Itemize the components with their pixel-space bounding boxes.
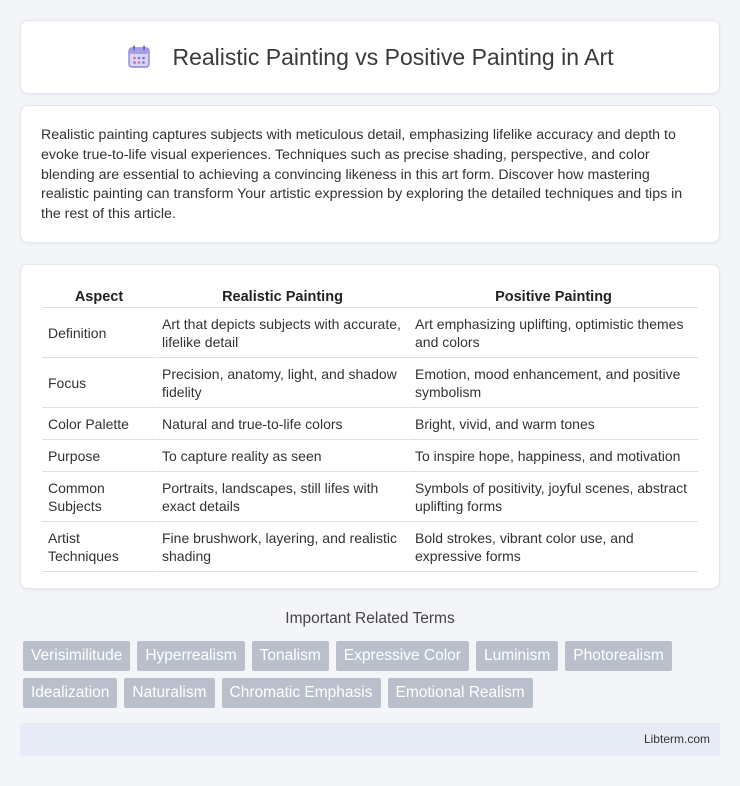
table-cell: Precision, anatomy, light, and shadow fidelity — [156, 358, 409, 408]
tag-naturalism[interactable]: Naturalism — [124, 678, 214, 708]
table-header-row — [42, 287, 698, 308]
tag-hyperrealism[interactable]: Hyperrealism — [137, 641, 244, 671]
table-cell: Bold strokes, vibrant color use, and expressive forms — [409, 522, 698, 572]
table-row — [42, 358, 698, 408]
table-cell: Fine brushwork, layering, and realistic shading — [156, 522, 409, 572]
comparison-card — [20, 264, 720, 589]
tag-chromatic-emphasis[interactable]: Chromatic Emphasis — [222, 678, 381, 708]
table-cell: Bright, vivid, and warm tones — [409, 408, 698, 440]
column-header-aspect: Aspect — [42, 287, 156, 308]
column-header-positive: Positive Painting — [409, 287, 698, 308]
table-row — [42, 522, 698, 572]
table-cell: To inspire hope, happiness, and motivation — [409, 440, 698, 472]
calendar-icon — [126, 44, 152, 70]
column-header-realistic: Realistic Painting — [156, 287, 409, 308]
table-row — [42, 308, 698, 358]
tag-tonalism[interactable]: Tonalism — [252, 641, 329, 671]
intro-paragraph: Realistic painting captures subjects with meticulous detail, emphasizing lifelike accuracy and depth to evoke true-to-life visual experiences. Techniques such as precise shading, perspective, and color blending are essential to achieving a convincing likeness in this art form. Discover how mastering realistic painting can transform Your artistic expression by exploring the detailed techniques and tips in the rest of this article. — [41, 127, 683, 223]
table-cell: To capture reality as seen — [156, 440, 409, 472]
intro-card — [20, 105, 720, 243]
title-card — [20, 20, 720, 94]
table-cell: Art that depicts subjects with accurate, lifelike detail — [156, 308, 409, 358]
table-cell: Art emphasizing uplifting, optimistic themes and colors — [409, 308, 698, 358]
related-terms-list — [23, 641, 723, 708]
table-row — [42, 440, 698, 472]
table-cell: Purpose — [42, 440, 156, 472]
table-cell: Focus — [42, 358, 156, 408]
comparison-table — [42, 287, 698, 572]
table-cell: Color Palette — [42, 408, 156, 440]
table-cell: Natural and true-to-life colors — [156, 408, 409, 440]
related-terms-heading: Important Related Terms — [285, 610, 455, 627]
tag-expressive-color[interactable]: Expressive Color — [336, 641, 469, 671]
footer — [20, 723, 720, 756]
table-cell: Symbols of positivity, joyful scenes, abstract uplifting forms — [409, 472, 698, 522]
table-cell: Portraits, landscapes, still lifes with exact details — [156, 472, 409, 522]
tag-idealization[interactable]: Idealization — [23, 678, 117, 708]
footer-site-link[interactable]: Libterm.com — [643, 732, 710, 746]
tag-luminism[interactable]: Luminism — [476, 641, 558, 671]
table-row — [42, 472, 698, 522]
page-title: Realistic Painting vs Positive Painting in Art — [172, 43, 614, 70]
table-cell: Emotion, mood enhancement, and positive symbolism — [409, 358, 698, 408]
tag-photorealism[interactable]: Photorealism — [565, 641, 671, 671]
tag-verisimilitude[interactable]: Verisimilitude — [23, 641, 130, 671]
tag-emotional-realism[interactable]: Emotional Realism — [388, 678, 533, 708]
table-cell: Common Subjects — [42, 472, 156, 522]
table-cell: Definition — [42, 308, 156, 358]
table-cell: Artist Techniques — [42, 522, 156, 572]
table-row — [42, 408, 698, 440]
